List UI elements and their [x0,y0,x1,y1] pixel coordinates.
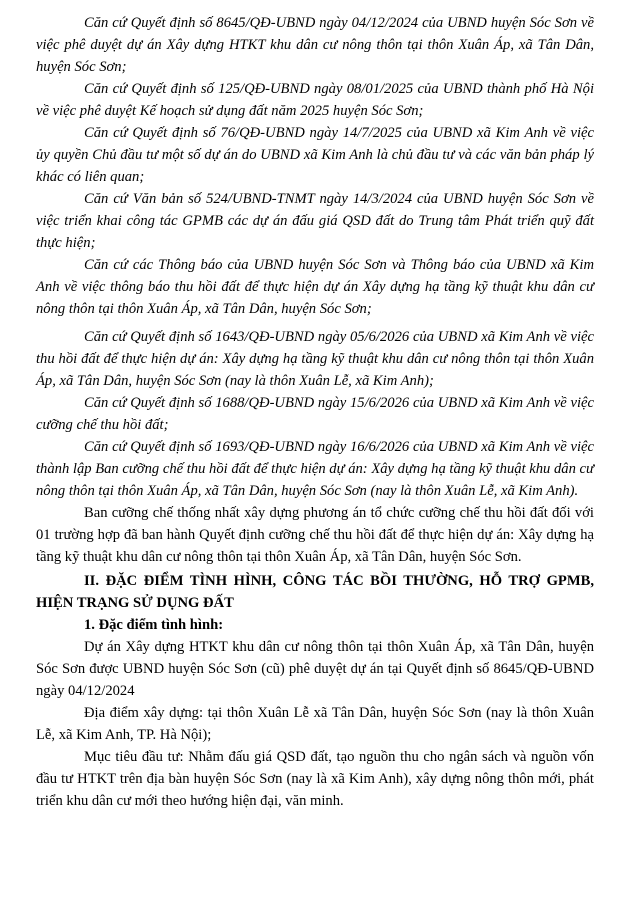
body-paragraph-2: Địa điểm xây dựng: tại thôn Xuân Lễ xã Tân Dân, huyện Sóc Sơn (nay là thôn Xuân Lễ, xã Kim Anh, TP. Hà Nội); [36,705,594,743]
section-heading: II. ĐẶC ĐIỂM TÌNH HÌNH, CÔNG TÁC BỒI THƯỜNG, HỖ TRỢ GPMB, HIỆN TRẠNG SỬ DỤNG ĐẤT [36,573,594,611]
preamble-clause-4: Căn cứ Văn bản số 524/UBND-TNMT ngày 14/3/2024 của UBND huyện Sóc Sơn về việc triển khai công tác GPMB các dự án đấu giá QSD đất do Trung tâm Phát triển quỹ đất thực hiện; [36,191,594,251]
preamble-clause-6: Căn cứ Quyết định số 1643/QĐ-UBND ngày 05/6/2026 của UBND xã Kim Anh về việc thu hồi đất để thực hiện dự án: Xây dựng hạ tầng kỹ thuật khu dân cư nông thôn tại thôn Xuân Áp, xã Tân Dân, huyện Sóc Sơn (nay là thôn Xuân Lễ, xã Kim Anh); [36,329,594,389]
subheading: 1. Đặc điểm tình hình: [84,617,224,633]
preamble-clause-5: Căn cứ các Thông báo của UBND huyện Sóc Sơn và Thông báo của UBND xã Kim Anh về việc thông báo thu hồi đất để thực hiện dự án Xây dựng hạ tầng kỹ thuật khu dân cư nông thôn tại thôn Xuân Áp, xã Tân Dân, huyện Sóc Sơn; [36,257,594,317]
body-paragraph-3: Mục tiêu đầu tư: Nhằm đấu giá QSD đất, tạo nguồn thu cho ngân sách và nguồn vốn đầu tư HTKT trên địa bàn huyện Sóc Sơn (nay là xã Kim Anh), xây dựng nông thôn mới, phát triển khu dân cư mới theo hướng hiện đại, văn minh. [36,749,594,809]
preamble-clause-3: Căn cứ Quyết định số 76/QĐ-UBND ngày 14/7/2025 của UBND xã Kim Anh về việc ủy quyền Chủ đầu tư một số dự án do UBND xã Kim Anh là chủ đầu tư và các văn bản pháp lý khác có liên quan; [36,125,594,185]
preamble-clause-1: Căn cứ Quyết định số 8645/QĐ-UBND ngày 04/12/2024 của UBND huyện Sóc Sơn về việc phê duyệt dự án Xây dựng HTKT khu dân cư nông thôn tại thôn Xuân Áp, xã Tân Dân, huyện Sóc Sơn; [36,15,594,75]
preamble-clause-2: Căn cứ Quyết định số 125/QĐ-UBND ngày 08/01/2025 của UBND thành phố Hà Nội về việc phê duyệt Kế hoạch sử dụng đất năm 2025 huyện Sóc Sơn; [36,81,594,119]
preamble-clause-8: Căn cứ Quyết định số 1693/QĐ-UBND ngày 16/6/2026 của UBND xã Kim Anh về việc thành lập Ban cưỡng chế thu hồi đất để thực hiện dự án: Xây dựng hạ tầng kỹ thuật khu dân cư nông thôn tại thôn Xuân Áp, xã Tân Dân, huyện Sóc Sơn (nay là thôn Xuân Lễ, xã Kim Anh). [36,439,594,499]
body-paragraph-1: Dự án Xây dựng HTKT khu dân cư nông thôn tại thôn Xuân Áp, xã Tân Dân, huyện Sóc Sơn được UBND huyện Sóc Sơn (cũ) phê duyệt dự án tại Quyết định số 8645/QĐ-UBND ngày 04/12/2024 [36,639,594,699]
preamble-clause-7: Căn cứ Quyết định số 1688/QĐ-UBND ngày 15/6/2026 của UBND xã Kim Anh về việc cưỡng chế thu hồi đất; [36,395,594,433]
intro-paragraph: Ban cưỡng chế thống nhất xây dựng phương án tổ chức cưỡng chế thu hồi đất đối với 01 trường hợp đã ban hành Quyết định cưỡng chế thu hồi đất để thực hiện dự án: Xây dựng hạ tầng kỹ thuật khu dân cư nông thôn tại thôn Xuân Áp, xã Tân Dân, huyện Sóc Sơn. [36,505,594,565]
